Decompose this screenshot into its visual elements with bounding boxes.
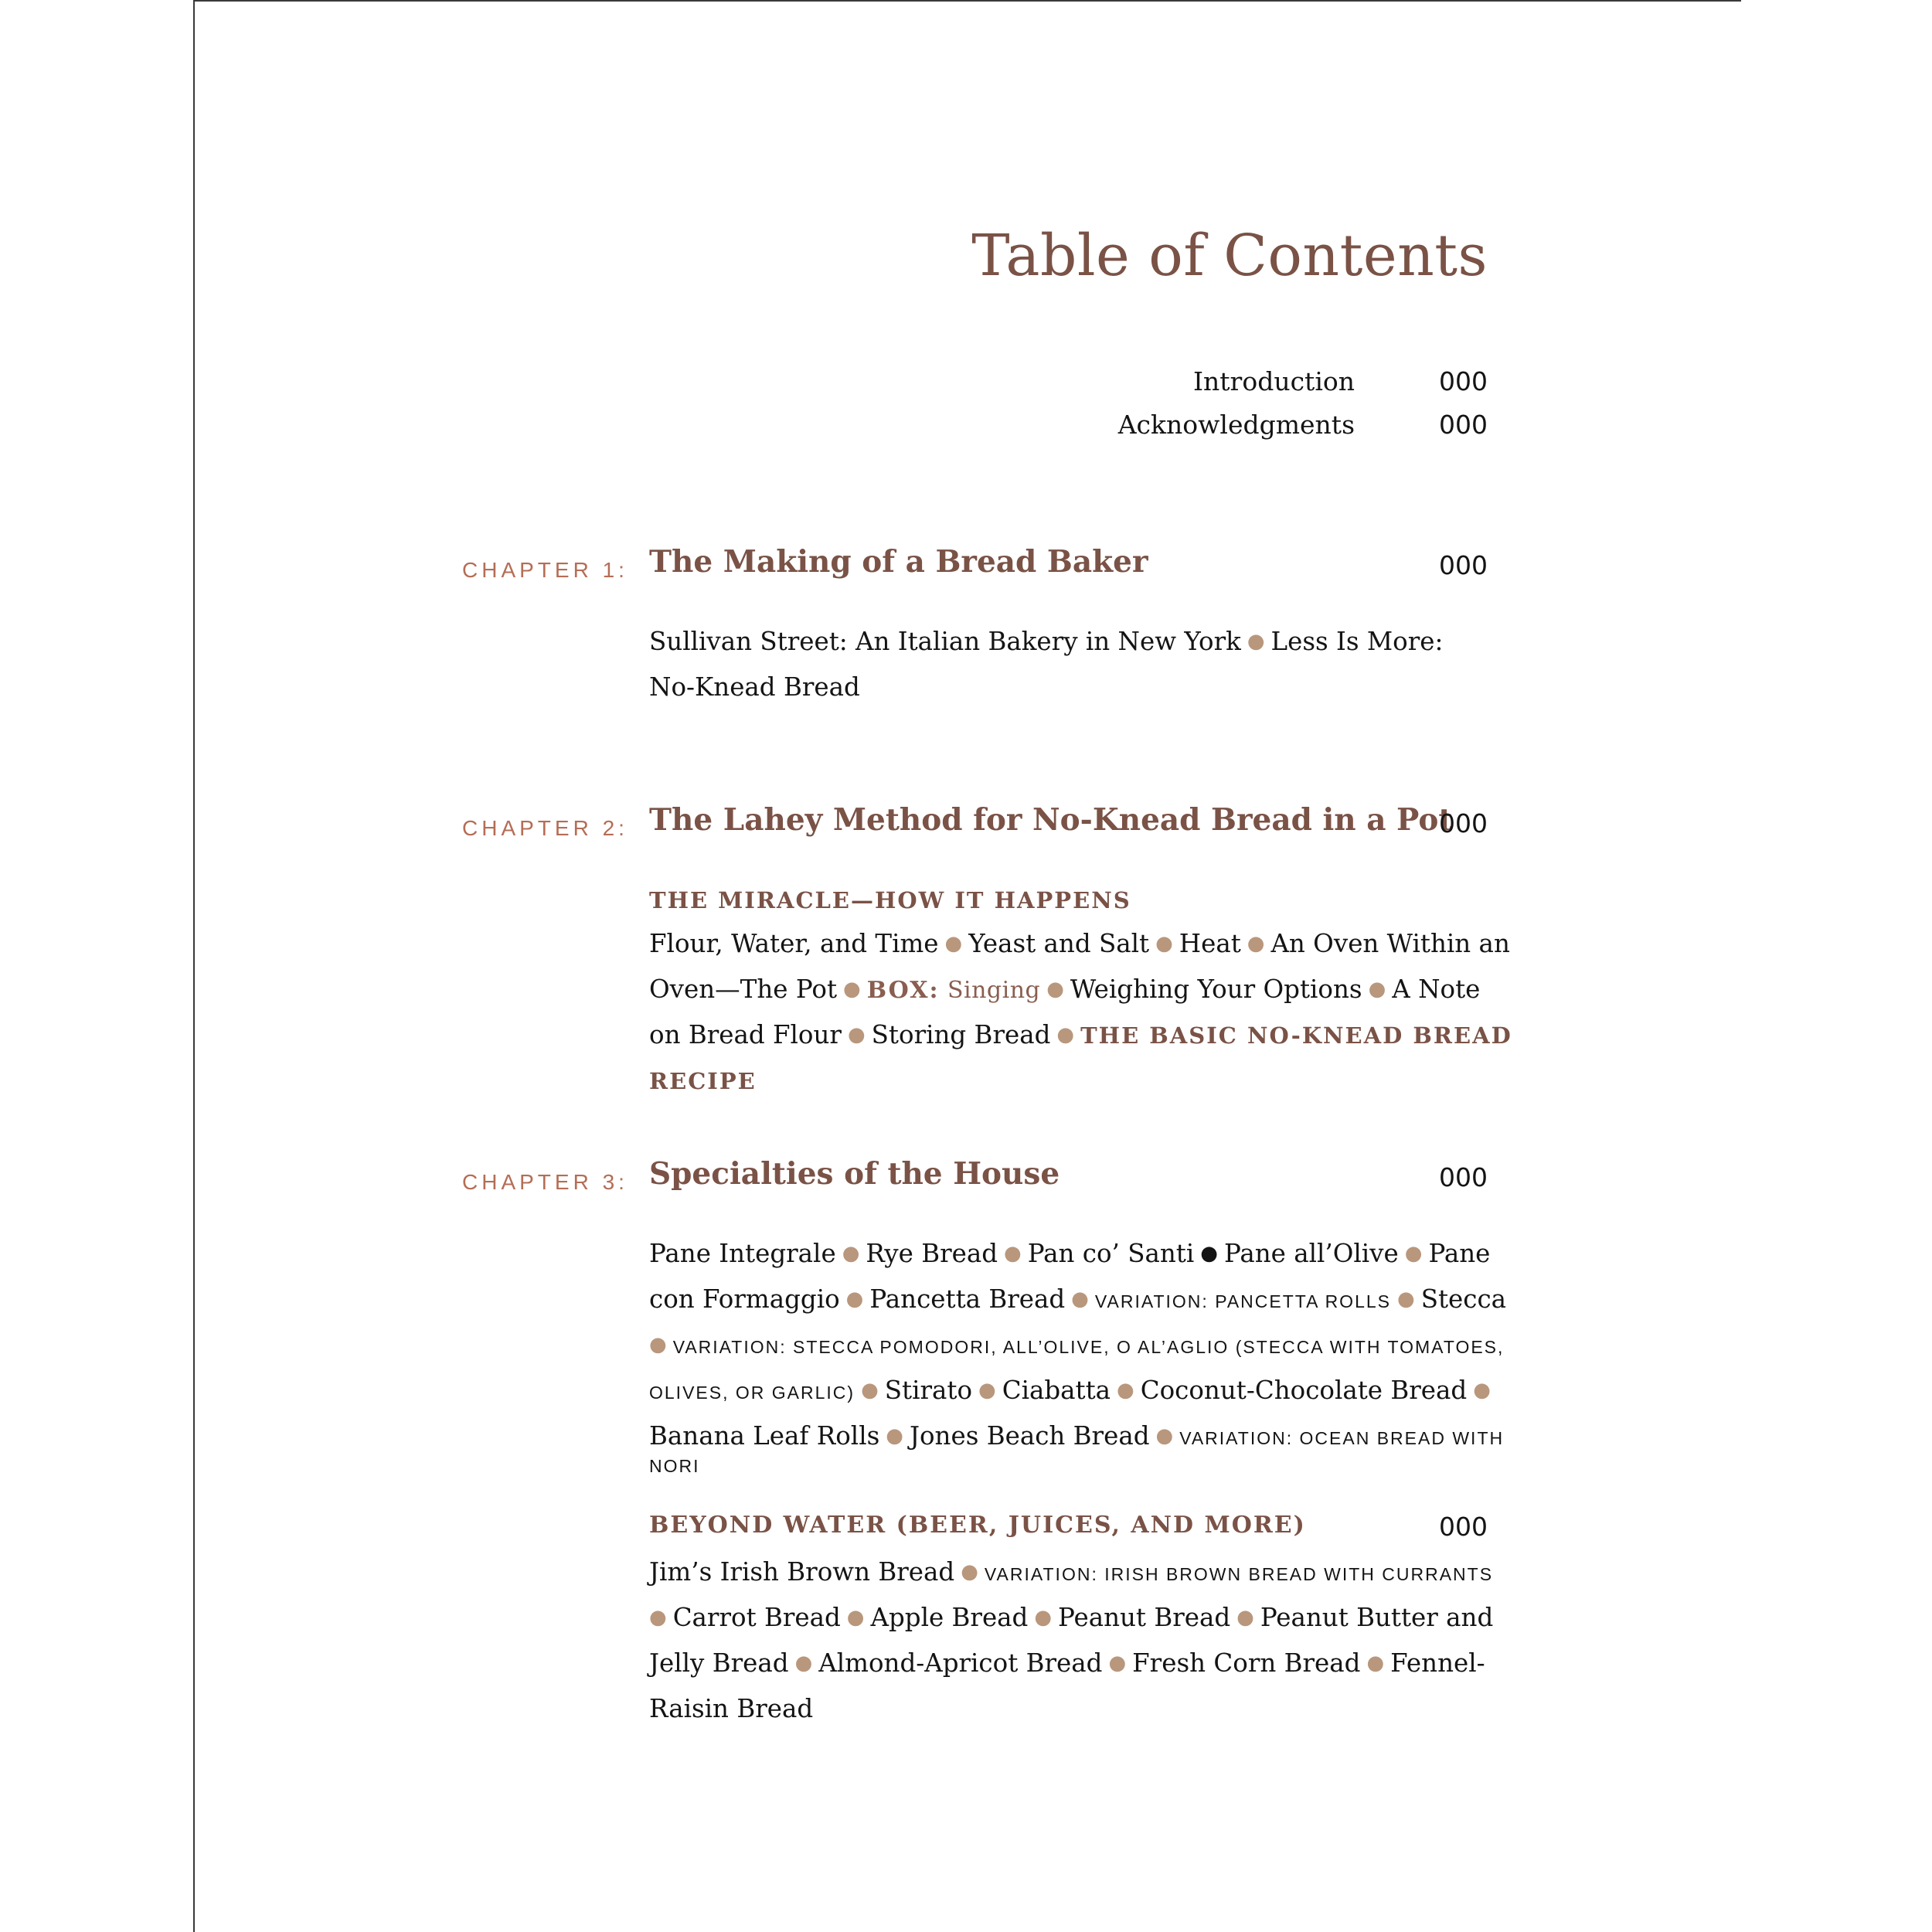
bullet-icon: ● xyxy=(1200,1242,1218,1265)
toc-entry: Stirato xyxy=(884,1376,973,1405)
bullet-icon: ● xyxy=(843,978,861,1001)
toc-entry: Pane Integrale xyxy=(649,1239,836,1268)
bullet-icon: ● xyxy=(1397,1287,1415,1311)
box-label: BOX: xyxy=(866,977,940,1004)
bullet-icon: ● xyxy=(1366,1651,1385,1675)
box-title: Singing xyxy=(947,977,1041,1004)
toc-entry: Heat xyxy=(1179,929,1241,958)
toc-entry: Pancetta Bread xyxy=(869,1284,1066,1314)
bullet-icon: ● xyxy=(944,932,963,955)
page-number: 000 xyxy=(1439,366,1488,396)
chapter-label: CHAPTER 2: xyxy=(462,816,628,840)
bullet-icon: ● xyxy=(649,1606,667,1629)
bullet-icon: ● xyxy=(1247,932,1265,955)
chapter-title: The Lahey Method for No-Knead Bread in a Pot xyxy=(649,802,1453,838)
bullet-icon: ● xyxy=(1473,1379,1491,1402)
chapter-page-number: 000 xyxy=(1439,550,1488,580)
page-edge-left xyxy=(193,0,195,1932)
bullet-icon: ● xyxy=(978,1379,996,1402)
section-heading: THE MIRACLE—HOW IT HAPPENS xyxy=(649,887,1131,913)
chapter-entries xyxy=(649,620,1492,709)
page-title: Table of Contents xyxy=(971,223,1488,289)
toc-entry: Sullivan Street: An Italian Bakery in New York xyxy=(649,627,1241,656)
variation-entry: NORI xyxy=(649,1456,700,1476)
bullet-icon: ● xyxy=(1155,1424,1174,1447)
toc-entry: Coconut-Chocolate Bread xyxy=(1140,1376,1468,1405)
variation-entry: OLIVES, OR GARLIC) xyxy=(649,1383,855,1403)
bullet-icon: ● xyxy=(886,1424,903,1447)
toc-entry: No-Knead Bread xyxy=(649,672,860,702)
toc-entry: Pan co’ Santi xyxy=(1027,1239,1195,1268)
bullet-icon: ● xyxy=(842,1242,860,1265)
page-number: 000 xyxy=(1439,410,1488,440)
toc-entry: A Note xyxy=(1392,975,1481,1004)
chapter-title: The Making of a Bread Baker xyxy=(649,544,1148,580)
chapter-label: CHAPTER 1: xyxy=(462,558,628,582)
toc-entry: Stecca xyxy=(1420,1284,1507,1314)
recipe-heading: RECIPE xyxy=(649,1068,757,1094)
variation-entry: VARIATION: STECCA POMODORI, ALL’OLIVE, O AL’AGLIO (STECCA WITH TOMATOES, xyxy=(672,1337,1505,1357)
bullet-icon: ● xyxy=(794,1651,813,1675)
bullet-icon: ● xyxy=(1108,1651,1127,1675)
bullet-icon: ● xyxy=(847,1023,866,1046)
bullet-icon: ● xyxy=(1368,978,1386,1001)
bullet-icon: ● xyxy=(1117,1379,1134,1402)
bullet-icon: ● xyxy=(845,1287,864,1311)
section-heading: BEYOND WATER (BEER, JUICES, AND MORE) xyxy=(649,1512,1306,1539)
toc-entry: Almond-Apricot Bread xyxy=(818,1648,1103,1678)
chapter-entries xyxy=(649,878,1512,1103)
chapter-label: CHAPTER 3: xyxy=(462,1170,628,1194)
section-page-number: 000 xyxy=(1439,1512,1488,1542)
toc-entry: Rye Bread xyxy=(866,1239,998,1268)
entry-label: Introduction xyxy=(1193,366,1355,396)
toc-entry: con Formaggio xyxy=(649,1284,840,1314)
bullet-icon: ● xyxy=(846,1606,865,1629)
toc-entry: Carrot Bread xyxy=(672,1603,841,1632)
bullet-icon: ● xyxy=(649,1333,667,1356)
chapter-title: Specialties of the House xyxy=(649,1156,1060,1192)
chapter-page-number: 000 xyxy=(1439,1162,1488,1192)
toc-entry: Jelly Bread xyxy=(649,1648,789,1678)
toc-entry: Oven—The Pot xyxy=(649,975,838,1004)
toc-entry-introduction xyxy=(1005,366,1488,410)
bullet-icon: ● xyxy=(1404,1242,1423,1265)
toc-entry: Peanut Bread xyxy=(1058,1603,1231,1632)
bullet-icon: ● xyxy=(1247,630,1265,653)
variation-entry: VARIATION: IRISH BROWN BREAD WITH CURRANTS xyxy=(984,1564,1494,1584)
toc-entry-acknowledgments xyxy=(1005,410,1488,453)
section-beyond-water xyxy=(649,1512,1488,1550)
chapter-entries xyxy=(649,1232,1507,1478)
toc-entry: Storing Bread xyxy=(871,1020,1051,1049)
page-edge-top xyxy=(193,0,1741,2)
bullet-icon: ● xyxy=(1046,978,1064,1001)
toc-entry: Banana Leaf Rolls xyxy=(649,1421,880,1451)
bullet-icon: ● xyxy=(1155,932,1173,955)
toc-entry: Yeast and Salt xyxy=(968,929,1150,958)
toc-entry: Less Is More: xyxy=(1270,627,1444,656)
bullet-icon: ● xyxy=(1236,1606,1254,1629)
bullet-icon: ● xyxy=(1056,1023,1075,1046)
variation-entry: VARIATION: PANCETTA ROLLS xyxy=(1094,1291,1391,1311)
toc-entry: Ciabatta xyxy=(1002,1376,1111,1405)
chapter-page-number: 000 xyxy=(1439,808,1488,838)
toc-entry: Raisin Bread xyxy=(649,1694,814,1723)
bullet-icon: ● xyxy=(861,1379,879,1402)
toc-entry: Weighing Your Options xyxy=(1070,975,1362,1004)
toc-entry: Apple Bread xyxy=(870,1603,1029,1632)
recipe-heading: THE BASIC NO-KNEAD BREAD xyxy=(1080,1022,1512,1049)
bullet-icon: ● xyxy=(1034,1606,1053,1629)
toc-entry: Pane all’Olive xyxy=(1223,1239,1399,1268)
toc-entry: Jim’s Irish Brown Bread xyxy=(649,1557,955,1587)
toc-entry: Pane xyxy=(1428,1239,1491,1268)
entry-label: Acknowledgments xyxy=(1117,410,1355,440)
toc-entry: Peanut Butter and xyxy=(1260,1603,1494,1632)
toc-entry: Fresh Corn Bread xyxy=(1132,1648,1361,1678)
toc-entry: on Bread Flour xyxy=(649,1020,842,1049)
bullet-icon: ● xyxy=(1071,1287,1089,1311)
section-entries xyxy=(649,1550,1492,1730)
variation-entry: VARIATION: OCEAN BREAD WITH xyxy=(1179,1428,1505,1448)
bullet-icon: ● xyxy=(961,1560,978,1583)
toc-entry: Fennel- xyxy=(1390,1648,1485,1678)
bullet-icon: ● xyxy=(1004,1242,1022,1265)
toc-entry: Flour, Water, and Time xyxy=(649,929,939,958)
toc-entry: Jones Beach Bread xyxy=(909,1421,1150,1451)
toc-entry: An Oven Within an xyxy=(1270,929,1510,958)
